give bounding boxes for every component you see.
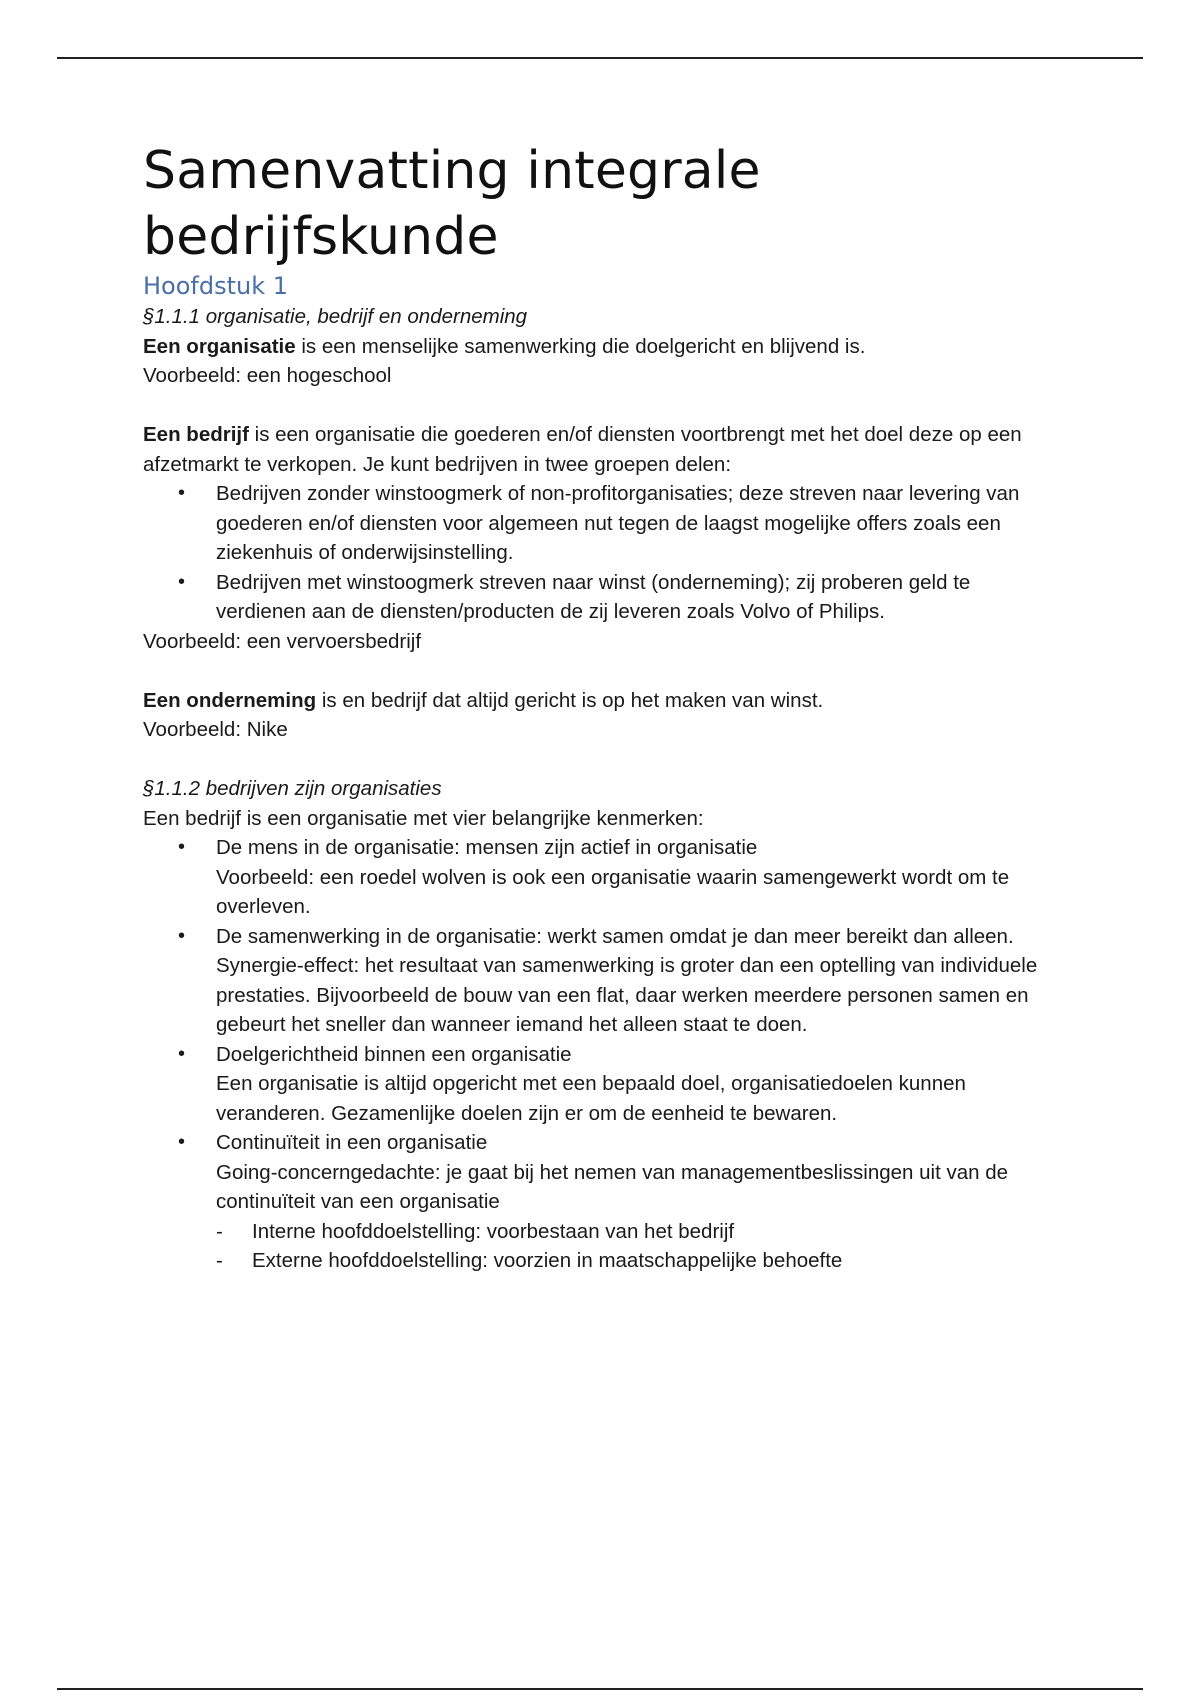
definition-bedrijf <box>143 420 1063 479</box>
list-item: • Bedrijven met winstoogmerk streven naar winst (onderneming); zij proberen geld te verdienen aan de diensten/producten de zij leveren zoals Volvo of Philips. <box>216 568 1063 627</box>
example-onderneming: Voorbeeld: Nike <box>143 718 288 741</box>
list-item <box>216 1128 1063 1276</box>
item-main: • De samenwerking in de organisatie: werkt samen omdat je dan meer bereikt dan alleen. <box>216 924 1014 948</box>
term-bedrijf: Een bedrijf <box>143 423 249 446</box>
definition-text: is een organisatie die goederen en/of diensten voortbrengt met het doel deze op een afzetmarkt te verkopen. Je kunt bedrijven in twee groepen delen: <box>143 423 1022 476</box>
definition-text: is een menselijke samenwerking die doelgericht en blijvend is. <box>295 334 866 358</box>
doelstelling-list <box>216 1217 1063 1276</box>
bedrijf-groups-list <box>143 479 1063 627</box>
item-detail: Een organisatie is altijd opgericht met een bepaald doel, organisatiedoelen kunnen veranderen. Gezamenlijke doelen zijn er om de eenheid te bewaren. <box>216 1072 966 1125</box>
section-heading-1-1-2: §1.1.2 bedrijven zijn organisaties <box>143 777 442 800</box>
item-detail: Synergie-effect: het resultaat van samenwerking is groter dan een optelling van individuele prestaties. Bijvoorbeeld de bouw van een flat, daar werken meerdere personen samen en gebeurt het sneller dan wanneer iemand het alleen staat te doen. <box>216 954 1038 1036</box>
footer-rule <box>57 1688 1143 1690</box>
example-bedrijf: Voorbeeld: een vervoersbedrijf <box>143 629 422 653</box>
definition-onderneming <box>143 686 1063 716</box>
list-item <box>216 833 1063 922</box>
document-body <box>143 138 1063 1276</box>
kenmerken-list <box>143 833 1063 1276</box>
list-item: - Interne hoofddoelstelling: voorbestaan van het bedrijf <box>252 1217 1063 1247</box>
list-item: - Externe hoofddoelstelling: voorzien in maatschappelijke behoefte <box>252 1246 1063 1276</box>
term-organisatie: Een organisatie <box>143 334 296 358</box>
item-detail: Voorbeeld: een roedel wolven is ook een organisatie waarin samengewerkt wordt om te overleven. <box>216 865 1010 918</box>
item-main: • De mens in de organisatie: mensen zijn actief in organisatie <box>216 836 758 859</box>
list-item: • Bedrijven zonder winstoogmerk of non-profitorganisaties; deze streven naar levering van goederen en/of diensten voor algemeen nut tegen de laagst mogelijke offers zoals een ziekenhuis of onderwijsinstelling. <box>216 479 1063 568</box>
definition-text: is en bedrijf dat altijd gericht is op het maken van winst. <box>316 688 824 712</box>
term-onderneming: Een onderneming <box>143 688 317 712</box>
section-heading-1-1-1: §1.1.1 organisatie, bedrijf en onderneming <box>143 305 528 328</box>
list-item <box>216 1040 1063 1129</box>
section-intro: Een bedrijf is een organisatie met vier belangrijke kenmerken: <box>143 806 704 830</box>
item-main: • Continuïteit in een organisatie <box>216 1131 488 1154</box>
header-rule <box>57 57 1143 59</box>
document-title: Samenvatting integrale bedrijfskunde <box>143 141 761 267</box>
example-organisatie: Voorbeeld: een hogeschool <box>143 364 392 387</box>
list-item <box>216 922 1063 1040</box>
item-detail: Going-concerngedachte: je gaat bij het nemen van managementbeslissingen uit van de continuïteit van een organisatie <box>216 1160 1009 1213</box>
item-main: • Doelgerichtheid binnen een organisatie <box>216 1042 572 1066</box>
chapter-heading: Hoofdstuk 1 <box>143 272 289 300</box>
definition-organisatie <box>143 332 1063 362</box>
